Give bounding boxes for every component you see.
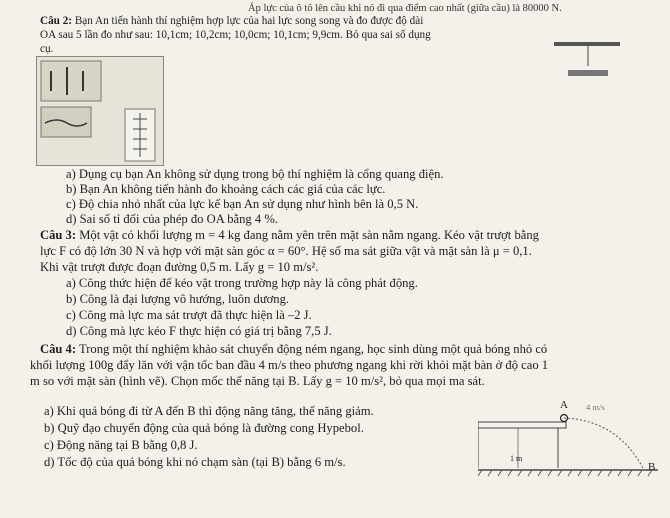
q3-option-a: a) Công thức hiện để kéo vật trong trường hợp này là công phát động. [66, 276, 418, 290]
q3-line1 [40, 228, 539, 242]
figure-label-a: A [560, 399, 568, 411]
figure-speed-label: 4 m/s [586, 402, 605, 412]
q2-line3: cụ. [40, 43, 54, 55]
q4-text1: Trong một thí nghiệm khảo sát chuyển động ném ngang, học sinh dùng một quả bóng nhỏ có [78, 342, 548, 356]
q3-line3: Khi vật trượt được đoạn đường 0,5 m. Lấy g = 10 m/s². [40, 260, 319, 274]
projectile-figure [478, 390, 658, 480]
q2-line2: OA sau 5 lần đo như sau: 10,1cm; 10,2cm; 10,0cm; 10,1cm; 9,9cm. Bỏ qua sai số dụng [40, 29, 431, 41]
q3-head: Câu 3: [40, 228, 77, 242]
q4-line1 [40, 342, 547, 356]
q4-option-b: b) Quỹ đạo chuyển động của quả bóng là đường cong Hypebol. [44, 421, 364, 435]
q3-line2: lực F có độ lớn 30 N và hợp với mặt sàn góc α = 60°. Hệ số ma sát giữa vật và mặt sàn là μ = 0,1. [40, 244, 532, 258]
q3-option-d: d) Công mà lực kéo F thực hiện có giá trị bằng 7,5 J. [66, 324, 332, 338]
q2-option-a: a) Dụng cụ bạn An không sử dụng trong bộ thí nghiệm là cổng quang điện. [66, 167, 444, 181]
figure-height-label: 1 m [510, 454, 523, 463]
q4-head: Câu 4: [40, 342, 77, 356]
q4-option-c: c) Động năng tại B bằng 0,8 J. [44, 438, 198, 452]
q2-option-b: b) Bạn An không tiến hành đo khoảng cách các giá của các lực. [66, 182, 386, 196]
figure-label-b: B [648, 461, 656, 473]
apparatus-sketch [37, 57, 163, 165]
q4-option-a: a) Khi quả bóng đi từ A đến B thì động năng tăng, thế năng giảm. [44, 404, 374, 418]
q2-text1: Bạn An tiến hành thí nghiệm hợp lực của hai lực song song và đo được độ dài [74, 15, 424, 27]
q4-line3: m so với mặt sàn (hình vẽ). Chọn mốc thế năng tại B. Lấy g = 10 m/s², bỏ qua mọi ma sát. [30, 374, 485, 388]
q3-option-c: c) Công mà lực ma sát trượt đã thực hiện là –2 J. [66, 308, 312, 322]
q3-option-b: b) Công là đại lượng vô hướng, luôn dương. [66, 292, 290, 306]
q2-head: Câu 2: [40, 15, 73, 27]
q2-option-c: c) Độ chia nhỏ nhất của lực kế bạn An sử dụng như hình bên là 0,5 N. [66, 197, 419, 211]
q2-line1 [40, 14, 423, 28]
q3-text1: Một vật có khối lượng m = 4 kg đang nằm yên trên mặt sàn nằm ngang. Kéo vật trượt bằng [79, 228, 539, 242]
q4-option-d: d) Tốc độ của quả bóng khi nó chạm sàn (tại B) bằng 6 m/s. [44, 455, 346, 469]
q1-tail: Áp lực của ô tô lên cầu khi nó đi qua điểm cao nhất (giữa cầu) là 80000 N. [248, 3, 562, 14]
right-apparatus-sketch [548, 40, 628, 80]
apparatus-photo [36, 56, 164, 166]
q2-option-d: d) Sai số tỉ đối của phép đo OA bằng 4 %. [66, 212, 278, 226]
q4-line2: khối lượng 100g đẩy lăn với vận tốc ban đầu 4 m/s theo phương ngang khi rời khỏi mặt bàn ở độ cao 1 [30, 358, 549, 372]
